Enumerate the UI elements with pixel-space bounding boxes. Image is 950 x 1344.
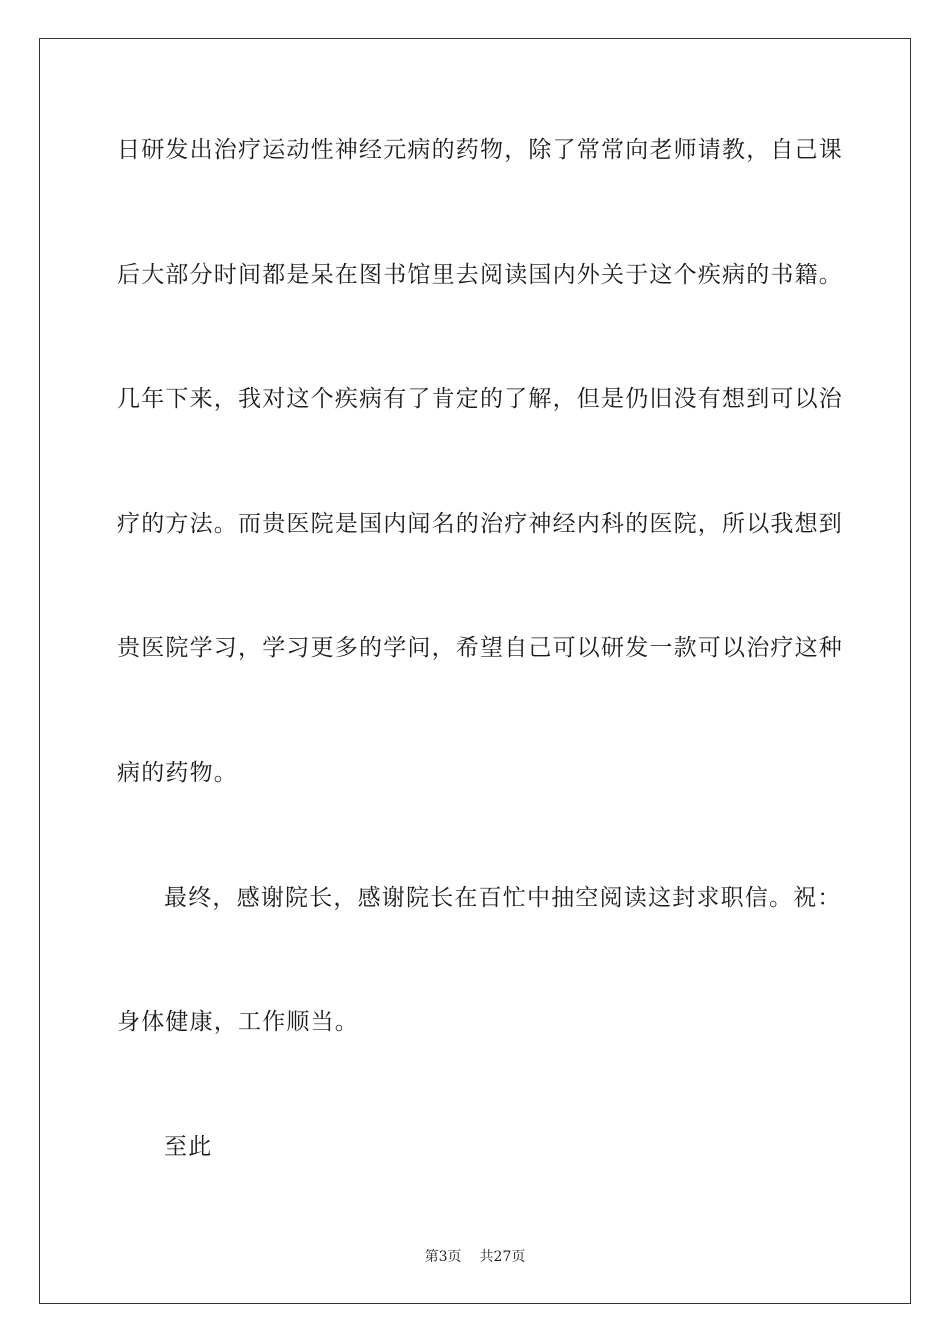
closing-wishes-line: 身体健康，工作顺当。	[117, 1009, 359, 1035]
body-text-line: 几年下来，我对这个疾病有了肯定的了解，但是仍旧没有想到可以治	[117, 386, 843, 412]
body-text-line: 后大部分时间都是呆在图书馆里去阅读国内外关于这个疾病的书籍。	[117, 262, 843, 288]
closing-paragraph-line: 最终，感谢院长，感谢院长在百忙中抽空阅读这封求职信。祝：	[164, 885, 842, 911]
body-text-line: 疗的方法。而贵医院是国内闻名的治疗神经内科的医院，所以我想到	[117, 511, 843, 537]
page-total: 共27页	[479, 1249, 526, 1265]
body-text-line: 贵医院学习，学习更多的学问，希望自己可以研发一款可以治疗这种	[117, 635, 843, 661]
salutation-line: 至此	[164, 1134, 213, 1160]
page-footer	[0, 1247, 950, 1267]
page-border	[39, 38, 911, 1304]
body-text-line: 病的药物。	[117, 760, 238, 786]
body-text-line: 日研发出治疗运动性神经元病的药物，除了常常向老师请教，自己课	[117, 137, 843, 163]
page-number: 第3页	[424, 1249, 462, 1265]
